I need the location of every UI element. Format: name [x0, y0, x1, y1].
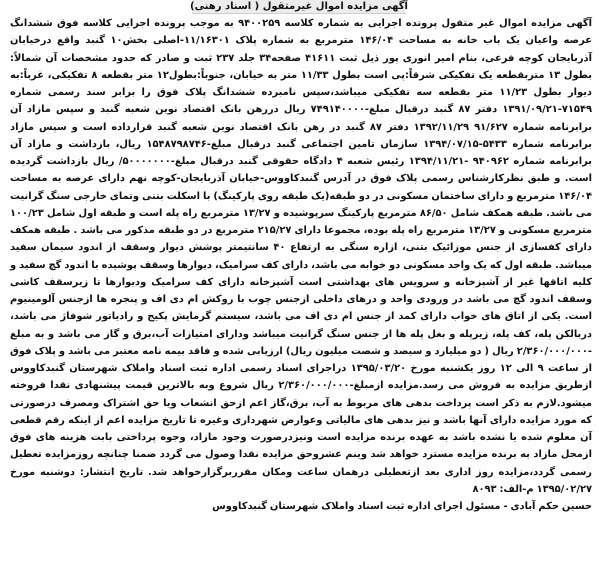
notice-body-text: آگهی مزایده اموال غیر متقول پرونده اجرایی به شماره کلاسه ۹۴۰۰۲۵۹ به موجب پرونده اجرایی کلاسه فوق ششدانگ عرصه واعیان یک باب خانه به مساحت ۱۴۶/۰۴ مترمربع به شماره پلاک ۱۱/۱۶۳۰۱-اصلی بخش۱۰ گنبد واقع درخیابان آذربایجان کوچه فرعی، بنام امیر انوری پور ذیل ثبت ۴۱۶۱۱ صفحه۳۴ جلد ۲۳۷ ثبت و صادر که حدود مشخصات آن شمالاً: بطول ۱۳ متربقطعه یک تفکیکی شرقاً:پی است بطول ۱۱/۳۳ متر به خیابان، جنوباً:بطول۱۲ متر بقطعه ۸ تفکیکی، غرباً:به دیوار بطول ۱۱/۲۳ متر بقطعه سه تفکیکی میباشد،سپس نامبرده ششدانگ پلاک فوق را برابر سند رسمی شماره ۷۱۵۴۹-۱۳۹۱/۰۹/۲۱ دفتر ۸۷ گنبد درقبال مبلغ-۷۴۹۱۴۰۰۰۰ ریال دررهن بانک اقتصاد نوین شعبه گنبد و سپس مازاد آن برابرنامه شماره ۹۱/۶۲۷ ۱۳۹۲/۱۱/۲۹ دفتر ۸۷ گنبد در رهن بانک اقتصاد نوین شعبه گنبد قرارداده است و سپس مازاد برابرنامه شماره ۵۴۳۳-۱۳۹۴/۰۷/۱۵ سازمان تامین اجتماعی گنبد درقبال مبلغ-۱۵۴۸۷۹۸۷۴۶ ریال، بازداشت و مازاد آن برابرنامه شماره ۹۴۰۹۶۲ -۱۳۹۴/۱۱/۲۱ رئیس شعبه ۴ دادگاه حقوقی گنبد درقبال مبلغ-۵۰۰۰۰۰۰۰/ ریال بازداشت گردیده است. و طبق نظرکارشناس رسمی پلاک فوق در آدرس گنبدکاووس-خیابان آذربایجان-کوچه نهم دارای عرصه به مساحت ۱۴۶/۰۴ مترمربع و دارای ساختمان مسکونی در دو طبقه(یک طبقه روی پارکینگ) با اسکلت بتنی وتمای خارجی سنگ گرانیت می باشد. طبقه همکف شامل ۸۶/۵۰ مترمربع پارکینگ سرپوشیده و ۱۳/۲۷ مترمربع راه پله است و طبقه اول شامل ۱۰۰/۲۳ مترمربع مسکونی و ۱۳/۲۷ مترمربع راه پله بوده، مجموعا دارای ۲۱۵/۲۷ مترمربع در دو طبقه مذکور می باشد . طبقه همکف دارای کفسازی از جنس موزائیک بتنی، ازاره سنگی به ارتفاع ۴۰ سانتیمتر پوشش دیوار وسقف از اندود سیمان سفید میباشد. طبقه اول که یک واحد مسکونی دو خوابه می باشد، دارای کف سرامیک، دیوارها وسقف پوشیده با اندود گچ سفید و کلیه اتاقها غیر از آشپزخانه و سرویس های بهداشتی است آشپزخانه دارای کف سرامیک ودیوارها تا زیرسقف کاشی وسقف اندود گچ می باشد در ورودی واحد و درهای داخلی ازجنس چوب با روکش ام دی اف و پنجره ها ازجنس آلومینیوم است. یکی از اتاق های خواب دارای کمد از جنس ام دی اف می باشد، سیستم گرمایش پکیج و رادیاتور شوفاژ می باشد، دربالکن پله، کف پله، زیرپله و بغل پله ها از جنس سنگ گرانیت میباشد ودارای امتیازات آب،برق و گاز می باشد و به مبلغ -۲/۳۶۰/۰۰۰/۰۰۰ ریال ( دو میلیارد و سیصد و شصت میلیون ریال) ارزیابی شده و فاقد بیمه نامه معتبر می باشد و پلاک فوق از ساعت ۹ الی ۱۲ روز یکشنبه مورخ ۱۳۹۵/۰۳/۲۰ دراجرای اسناد رسمی اداره ثبت اسناد واملاک شهرستان گنبدکاووس ازطریق مزایده به فروش می رسد.مزایده ازمبلغ-۲/۳۶۰/۰۰۰/۰۰۰ ریال شروع وبه بالاترین قیمت پیشنهادی نقدا فروخته میشود.لازم به ذکر است پرداخت بدهی های مربوط به آب، برق،گاز اعم ازحق انشعاب ویا حق اشتراک ومصرف درصورتی که مورد مزایده دارای آنها باشد و نیز بدهی های مالیاتی وعوارض شهرداری وغیره تا تاریخ مزایده اعم از اینکه رقم قطعی آن معلوم شده یا نشده باشد به عهده برنده مزایده است ونیزدرصورت وجود مازاد، وجوه پرداختی بابت هزینه های فوق ازمحل مازاد به برنده مزایده مسترد خواهد شد وینم عشروحق مزایده نقدا وصول می گردد ضمنا چنانچه روزمزایده تعطیل رسمی گردد،مزایده روز اداری بعد ازتعطیلی درهمان ساعت ومکان مقرربرگزارخواهد شد. تاریخ انتشار: دوشنبه مورخ ۱۳۹۵/۰۲/۲۷ م-الف: ۸۰۹۳	[9, 18, 593, 495]
notice-body	[10, 15, 592, 515]
notice-title-bar	[192, 0, 406, 14]
notice-title: آگهی مزایده اموال غیرمتقول ( اسناد رهنی)	[190, 1, 408, 12]
notice-signature: حسین حکم آبادی - مسئول اجرای اداره ثبت اسناد واملاک شهرستان گنبدکاووس	[212, 501, 592, 512]
